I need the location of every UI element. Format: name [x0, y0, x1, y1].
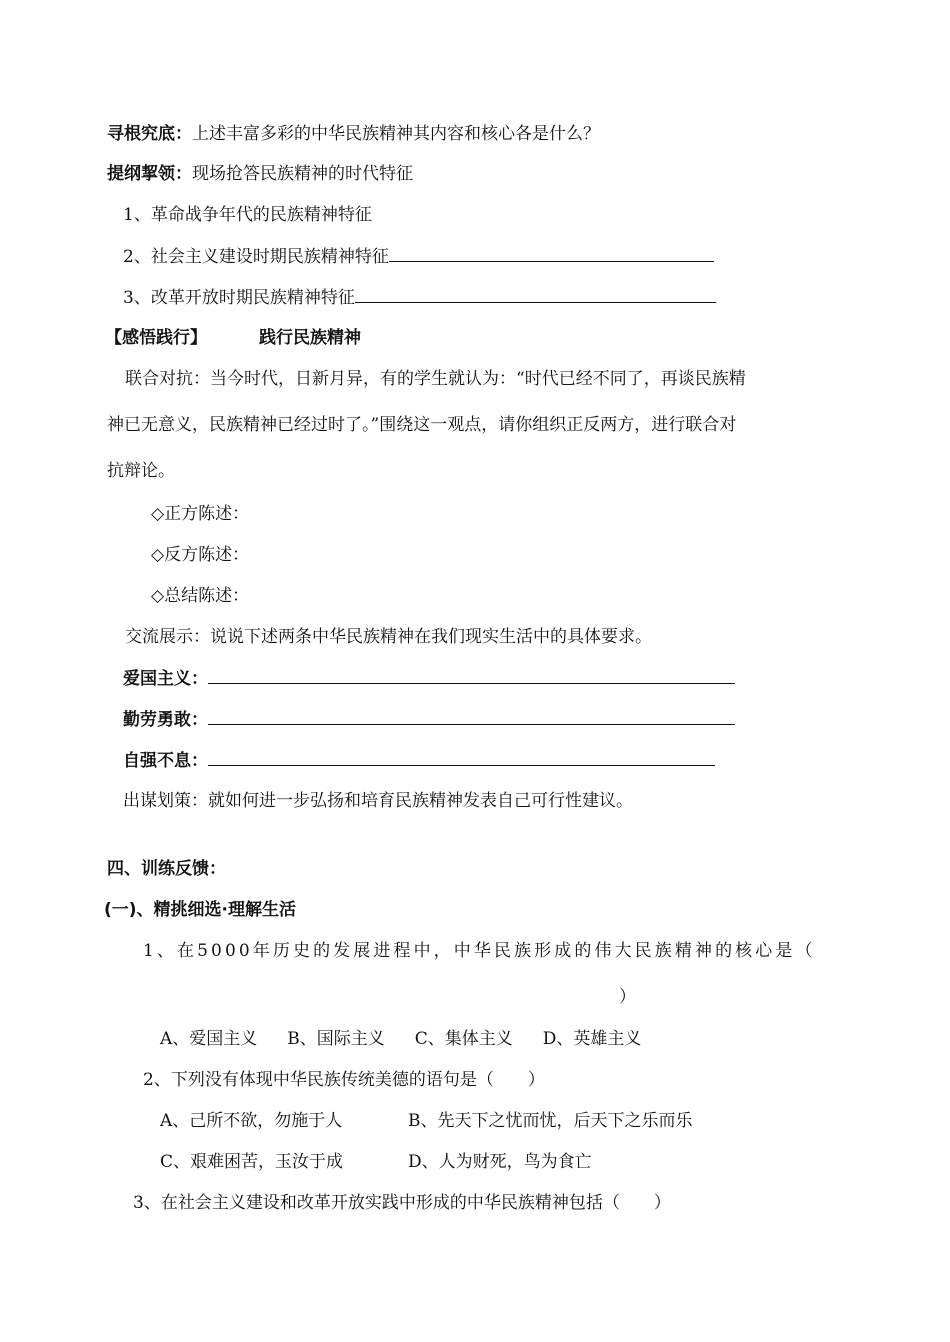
- exchange-line: [125, 626, 652, 648]
- answer-blank[interactable]: [355, 286, 716, 303]
- answer-blank[interactable]: [208, 667, 735, 684]
- outline-item-2: [123, 245, 714, 268]
- statement-label: ◇总结陈述：: [151, 586, 250, 606]
- section-title: 四、训练反馈：: [107, 859, 226, 879]
- spirit-patriotism: [123, 667, 735, 690]
- outline-item-text: 2、社会主义建设时期民族精神特征: [123, 247, 389, 267]
- outline-item-1: [123, 204, 372, 226]
- question-2-options-row-2: [160, 1151, 592, 1173]
- option-a[interactable]: A、己所不欲，勿施于人: [160, 1111, 343, 1131]
- spirit-selfstrength: [123, 749, 715, 772]
- statement-summary: [151, 585, 249, 607]
- spirit-label: 爱国主义：: [123, 669, 208, 689]
- spirit-label: 勤劳勇敢：: [123, 710, 208, 730]
- section-4-heading: [107, 858, 226, 880]
- advice-text: 出谋划策：就如何进一步弘扬和培育民族精神发表自己可行性建议。: [123, 791, 633, 811]
- spirit-diligence: [123, 708, 735, 731]
- question-text: 1、在5000年历史的发展进程中，中华民族形成的伟大民族精神的核心是（: [143, 941, 816, 961]
- debate-text: 抗辩论。: [107, 461, 175, 481]
- inquiry-text: 上述丰富多彩的中华民族精神其内容和核心各是什么？: [192, 124, 600, 144]
- practice-bracket: 【感悟践行】: [105, 328, 207, 348]
- option-b[interactable]: B、先天下之忧而忧，后天下之乐而乐: [408, 1111, 693, 1131]
- option-a[interactable]: A、爱国主义: [160, 1029, 258, 1049]
- question-text: 3、在社会主义建设和改革开放实践中形成的中华民族精神包括（ ）: [133, 1193, 671, 1213]
- subsection-title: (一)、精挑细选·理解生活: [104, 900, 296, 920]
- outline-text: 现场抢答民族精神的时代特征: [192, 164, 413, 184]
- practice-heading: [105, 327, 361, 349]
- answer-blank[interactable]: [389, 245, 714, 262]
- question-1-options: [160, 1028, 641, 1050]
- practice-title: 践行民族精神: [259, 328, 361, 348]
- question-1-close: [619, 986, 636, 1008]
- statement-label: ◇正方陈述：: [151, 504, 250, 524]
- outline-line: [107, 163, 413, 185]
- option-c[interactable]: C、集体主义: [414, 1029, 513, 1049]
- debate-text: 联合对抗：当今时代，日新月异，有的学生就认为：“时代已经不同了，再谈民族精: [125, 369, 746, 389]
- spirit-label: 自强不息：: [123, 751, 208, 771]
- option-b[interactable]: B、国际主义: [287, 1029, 385, 1049]
- outline-item-text: 3、改革开放时期民族精神特征: [123, 288, 355, 308]
- question-1-stem: [143, 940, 816, 962]
- outline-label: 提纲挈领：: [107, 164, 192, 184]
- outline-item-text: 1、革命战争年代的民族精神特征: [123, 205, 372, 225]
- debate-line-2: [107, 414, 736, 436]
- question-2-stem: [143, 1069, 545, 1091]
- option-d[interactable]: D、人为财死，鸟为食亡: [408, 1152, 592, 1172]
- subsection-1-heading: [104, 899, 296, 921]
- debate-line-3: [107, 460, 175, 482]
- question-3-stem: [133, 1192, 671, 1214]
- question-2-options-row-1: [160, 1110, 693, 1132]
- debate-text: 神已无意义，民族精神已经过时了。”围绕这一观点，请你组织正反两方，进行联合对: [107, 415, 737, 435]
- inquiry-label: 寻根究底：: [107, 124, 192, 144]
- answer-blank[interactable]: [208, 749, 715, 766]
- answer-blank[interactable]: [208, 708, 735, 725]
- statement-negative: [151, 544, 249, 566]
- question-paren: ）: [619, 987, 636, 1007]
- exchange-text: 交流展示：说说下述两条中华民族精神在我们现实生活中的具体要求。: [125, 627, 652, 647]
- statement-label: ◇反方陈述：: [151, 545, 250, 565]
- question-text: 2、下列没有体现中华民族传统美德的语句是（ ）: [143, 1070, 545, 1090]
- inquiry-line: [107, 123, 600, 145]
- option-d[interactable]: D、英雄主义: [542, 1029, 642, 1049]
- statement-affirmative: [151, 503, 249, 525]
- advice-line: [123, 790, 633, 812]
- outline-item-3: [123, 286, 716, 309]
- debate-line-1: [125, 368, 746, 390]
- option-c[interactable]: C、艰难困苦，玉汝于成: [160, 1152, 344, 1172]
